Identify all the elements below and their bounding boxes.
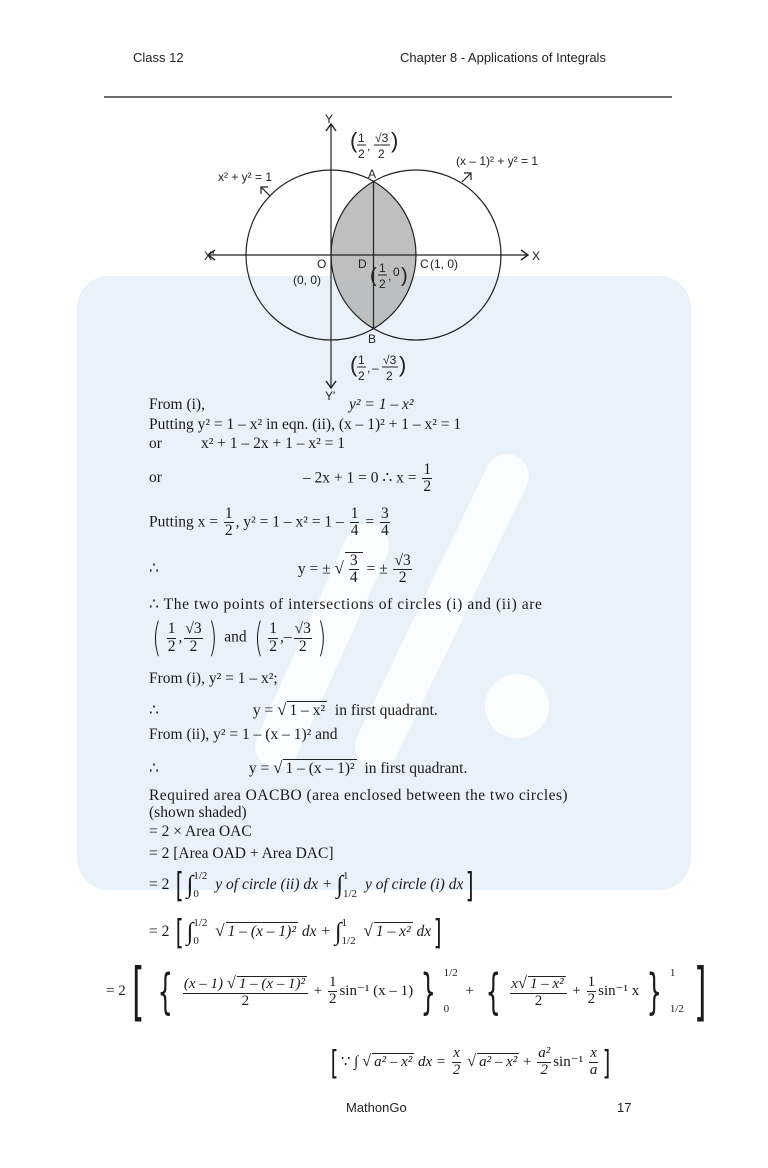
line-y-value: ∴ y = ± √ $\frac{3}{4}$ = ± $\frac{√3}{2}$ [149,552,411,587]
line-standard-formula: [ ∵ ∫ √ a² – x² dx = $\frac{x}{2}$ √ a² – x² + $\frac{\text{a²}}{2}$ sin⁻¹ $\frac{x}{a}$ ] [330,1043,611,1082]
line-y-circle1: ∴ y = √ 1 – x² in first quadrant. [149,700,438,719]
svg-text:): ) [399,352,407,377]
line-shown-shaded: (shown shaded) [149,804,247,821]
header-divider [104,96,672,98]
point-b-label: B [368,332,377,346]
svg-text:1: 1 [379,261,386,275]
page-number: 17 [617,1100,632,1115]
line-putting-y2: Putting y² = 1 – x² in eqn. (ii), (x – 1)² + 1 – x² = 1 [149,416,462,433]
line-from-i-again: From (i), y² = 1 – x²; [149,670,278,687]
line-from-ii: From (ii), y² = 1 – (x – 1)² and [149,726,338,743]
header-class: Class 12 [133,50,184,65]
point-a-label: A [368,167,377,181]
circle1-equation: x² + y² = 1 [218,170,273,184]
svg-text:2: 2 [358,147,365,161]
two-circles-diagram [190,110,560,400]
line-solve-x: or – 2x + 1 = 0 ∴ x = $\frac{1}{2}$ [149,461,432,496]
line-antiderivative: = 2[ { $\frac{\text{(x – 1) √ 1 – (x – 1)²}}{2}$ + $\frac{1}{2}$ sin⁻¹ (x – 1) } 1/2 0 + { $\frac{\text{x√ 1 – x²}}{2}$ + $\frac{1}{2}$ sin⁻¹ x } 1 1/2 ] [106,955,707,1028]
line-intersection-points: ( $\frac{1}{2}$ , $\frac{√3}{2}$ ) and ( $\frac{1}{2}$ ,– $\frac{√3}{2}$ ) [152,614,327,661]
point-o-coord: (0, 0) [293,273,322,287]
svg-text:(: ( [350,352,358,377]
point-c-label: C [420,257,429,271]
svg-text:–: – [372,361,379,375]
line-from-i: From (i), y² = 1 – x² [149,396,414,413]
line-y-circle2: ∴ y = √ 1 – (x – 1)² in first quadrant. [149,758,468,777]
svg-text:√3: √3 [375,131,389,145]
svg-text:(: ( [350,128,358,153]
line-area-sum: = 2 [Area OAD + Area DAC] [149,845,334,862]
y-axis-label: Y [325,112,334,126]
circle2-equation: (x – 1)² + y² = 1 [456,154,539,168]
svg-text:1: 1 [358,353,365,367]
y-neg-axis-label: Y' [325,389,336,400]
point-o-label: O [317,257,327,271]
x-axis-label: X [532,249,541,263]
footer-brand: MathonGo [346,1100,407,1115]
line-intersections: ∴ The two points of intersections of circles (i) and (ii) are [149,596,543,613]
header-chapter: Chapter 8 - Applications of Integrals [400,50,606,65]
svg-text:0: 0 [393,265,400,279]
line-integral-setup: = 2 [ ∫ 1/2 0 y of circle (ii) dx + ∫ 1 1/2 y of circle (i) dx] [149,865,474,906]
svg-text:(: ( [370,265,377,287]
svg-text:1: 1 [358,131,365,145]
svg-text:2: 2 [386,369,393,383]
svg-text:): ) [391,128,399,153]
svg-text:2: 2 [358,369,365,383]
svg-text:,: , [367,139,371,153]
svg-text:2: 2 [379,277,386,291]
svg-text:√3: √3 [383,353,397,367]
svg-text:2: 2 [378,147,385,161]
line-or-expand: or x² + 1 – 2x + 1 – x² = 1 [149,435,346,452]
point-c-coord: (1, 0) [430,257,459,271]
line-integral-sqrt: = 2 [ ∫ 1/2 0 √ 1 – (x – 1)² dx + ∫ 1 1/2 √ 1 – x² dx] [149,912,442,953]
svg-text:,: , [367,361,371,375]
line-required-area: Required area OACBO (area enclosed between the two circles) [149,787,569,804]
line-putting-x: Putting x = $\frac{1}{2}$ , y² = 1 – x² = 1 – $\frac{1}{4}$ = $\frac{3}{4}$ [149,505,389,540]
line-2-area-oac: = 2 × Area OAC [149,823,252,840]
svg-text:): ) [401,265,408,287]
x-neg-axis-label: X' [204,249,215,263]
point-d-label: D [358,257,367,271]
svg-text:,: , [388,269,392,283]
